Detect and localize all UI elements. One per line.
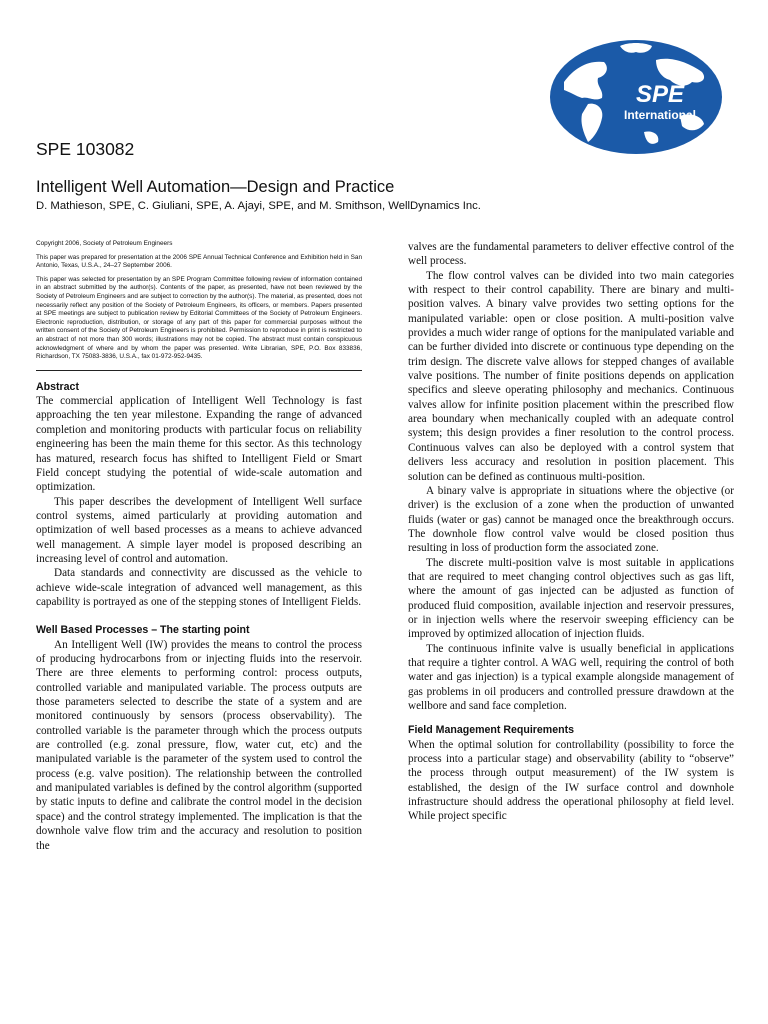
abstract-paragraph: This paper describes the development of Intelligent Well surface control systems, aimed particularly at providing automation and optimization of well based processes as a means to achieve advanced well management. A simple layer model is proposed describing an increasing level of control and automation. (36, 495, 362, 565)
paper-number: SPE 103082 (36, 139, 135, 159)
spe-international-logo (548, 38, 724, 156)
abstract-paragraph: The commercial application of Intelligent Well Technology is fast approaching the ten year milestone. Expanding the range of advanced completion and monitoring products with particular focus on reliability engineering has been the main theme for this sector. As this technology has matured, research focus has shifted to Intelligent Field or Smart Field concept studying the potential of wide-scale automation and optimization. (36, 395, 362, 494)
right-column (408, 240, 734, 824)
abstract-paragraph: Data standards and connectivity are discussed as the vehicle to achieve wide-scale integration of advanced well management, as this capability is portrayed as one of the stepping stones of Intelligent Fields. (36, 567, 362, 608)
paper-authors: D. Mathieson, SPE, C. Giuliani, SPE, A. Ajayi, SPE, and M. Smithson, WellDynamics Inc. (36, 200, 481, 212)
paper-title: Intelligent Well Automation—Design and Practice (36, 178, 395, 196)
presentation-notice: This paper was prepared for presentation at the 2006 SPE Annual Technical Conference and Exhibition held in San Antonio, Texas, U.S.A., 24–27 September 2006. (36, 253, 362, 270)
front-matter-divider (36, 370, 362, 371)
section-heading-well-based-processes: Well Based Processes – The starting point (36, 624, 250, 637)
valve-paragraph: The discrete multi-position valve is most suitable in applications that are required to meet changing control objectives such as gas lift, where the amount of gas injected can be adjusted as function of produced fluid composition, available injection and reservoir pressures, or in injection wells where the reservoir sweeping efficiency can be improved by optimized allocation of injection fluids. (408, 556, 734, 641)
valve-paragraph: A binary valve is appropriate in situations where the objective (or driver) is the exclusion of a zone when the production of unwanted fluids (water or gas) cannot be managed once the breakthrough occurs. The downhole flow control valve would be closed position thus resulting in loss of production form the associated zone. (408, 484, 734, 555)
field-management-paragraph: When the optimal solution for controllability (possibility to force the process into a particular stage) and observability (ability to “observe” the process through output measurement) of the IW system is established, the design of the IW surface control and downhole infrastructure should address the operational philosophy at field level. While project specific (408, 738, 734, 823)
logo-secondary-text: International (623, 108, 697, 122)
abstract-heading: Abstract (36, 380, 79, 393)
section-heading-field-management: Field Management Requirements (408, 724, 575, 737)
copyright-notice: Copyright 2006, Society of Petroleum Engineers (36, 240, 173, 247)
left-column (36, 240, 362, 853)
logo-primary-text: SPE (635, 81, 685, 108)
valve-paragraph: The continuous infinite valve is usually beneficial in applications that require a tighter control. A WAG well, requiring the control of both water and gas injection) is a typical example alongside management of gas problems in oil producers and controlled pressure drawdown at the wellbore and sand face completion. (408, 642, 734, 712)
permission-notice: This paper was selected for presentation by an SPE Program Committee following review of information contained in an abstract submitted by the author(s). Contents of the paper, as presented, have not been reviewed by the Society of Petroleum Engineers and are subject to correction by the author(s). The material, as presented, does not necessarily reflect any position of the Society of Petroleum Engineers, its officers, or members. Papers presented at SPE meetings are subject to publication review by Editorial Committees of the Society of Petroleum Engineers. Electronic reproduction, distribution, or storage of any part of this paper for commercial purposes without the written consent of the Society of Petroleum Engineers is prohibited. Permission to reproduce in print is restricted to an abstract of not more than 300 words; illustrations may not be copied. The abstract must contain conspicuous acknowledgment of where and by whom the paper was presented. Write Librarian, SPE, P.O. Box 833836, Richardson, TX 75083-3836, U.S.A., fax 01-972-952-9435. (36, 275, 362, 361)
valve-paragraph: The flow control valves can be divided into two main categories with respect to their control capability. There are binary and multi-position valves. A binary valve provides two setting options for the manipulated variable: open or close position. A multi-position valve provides a much wider range of options for the manipulated variable and can be further divided into discrete or continuous type depending on the trim design. The discrete valve allows for stepped changes of available valve positions. The number of finite positions depends on application specifics and sleeve operating philosophy and mechanics. Continuous valves allow for infinite position placement within the prescribed flow area boundary when mechanically coupled with an adequate control system; this design provides a finer resolution to the control process. Continuous valves can also be deployed with a control system that delivers less accuracy and resolution in position placement. This solution can be defined as continuous multi-position. (408, 269, 734, 483)
well-based-paragraph: An Intelligent Well (IW) provides the means to control the process of producing hydrocarbons from or injecting fluids into the reservoir. There are three elements to performing control: process outputs, controlled variable and manipulated variable. The process outputs are those parameters selected to describe the state of a system and are monitored continuously by sensors (process observability). The controlled variable is the parameter through which the process outputs are controlled (e.g. zonal pressure, flow, water cut, etc) and the manipulated variable is the parameter of the system used to control the process (e.g. valve position). The relationship between the controlled and manipulated variables is defined by the control algorithm (supported by static inputs to define and calibrate the control model in the decision space) and the control strategy implemented. The implication is that the downhole valve flow trim and the accuracy and resolution to position the (36, 638, 362, 852)
continued-paragraph: valves are the fundamental parameters to deliver effective control of the well process. (408, 241, 734, 268)
